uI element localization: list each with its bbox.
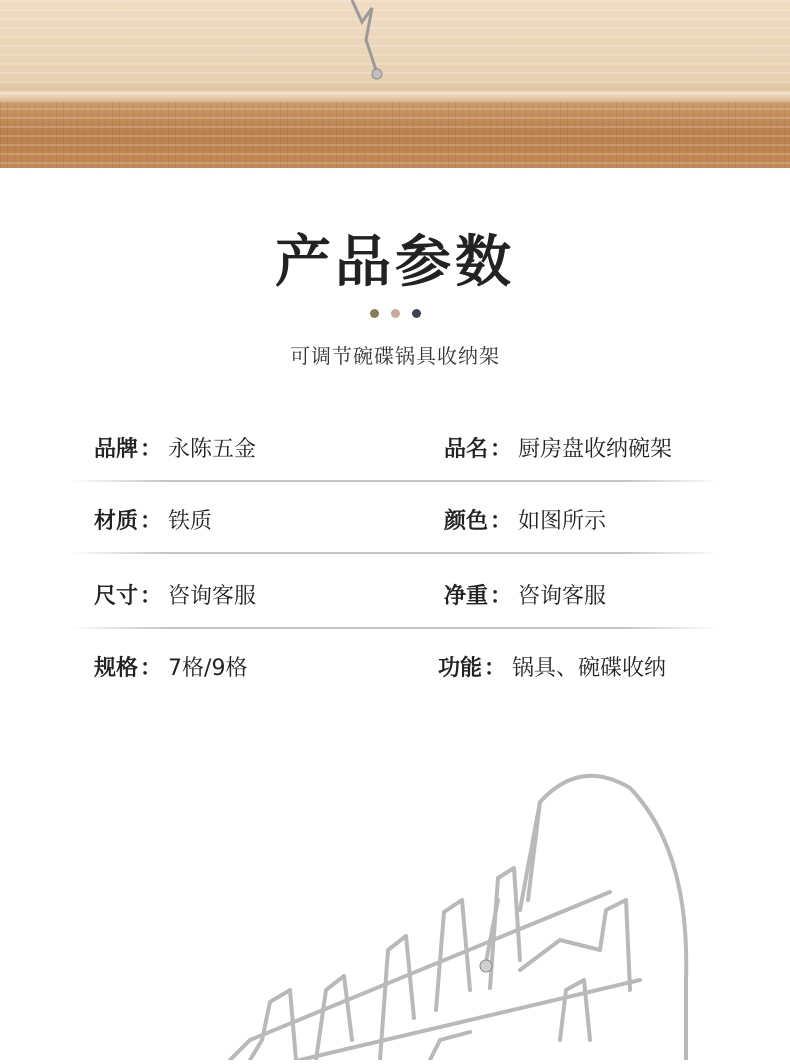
param-function (438, 651, 666, 682)
param-key: 规格 (94, 656, 139, 681)
dot-1 (370, 309, 379, 318)
param-key: 颜色 (444, 509, 489, 534)
param-separator: ： (484, 656, 507, 681)
param-product-name (444, 432, 672, 463)
param-key: 品名 (444, 437, 489, 462)
param-separator: ： (140, 656, 163, 681)
row-divider (70, 627, 720, 629)
param-separator: ： (140, 509, 163, 534)
rack-leg-graphic (0, 0, 790, 168)
param-spec (94, 651, 247, 682)
param-separator: ： (140, 437, 163, 462)
param-key: 功能 (438, 656, 483, 681)
param-separator: ： (490, 584, 513, 609)
param-value: 铁质 (168, 509, 213, 534)
param-value: 7格/9格 (168, 656, 248, 681)
param-material (94, 504, 212, 535)
param-row-1 (70, 422, 720, 482)
param-size (94, 579, 256, 610)
param-value: 锅具、碗碟收纳 (512, 656, 667, 681)
product-rack-image (0, 740, 790, 1060)
dot-3 (412, 309, 421, 318)
param-key: 品牌 (94, 437, 139, 462)
dish-rack-graphic (0, 740, 790, 1060)
param-value: 厨房盘收纳碗架 (518, 437, 673, 462)
param-separator: ： (140, 584, 163, 609)
param-color (444, 504, 606, 535)
param-row-2 (70, 494, 720, 554)
param-brand (94, 432, 256, 463)
param-row-3 (70, 569, 720, 629)
param-value: 咨询客服 (518, 584, 607, 609)
product-subtitle: 可调节碗碟锅具收纳架 (290, 344, 500, 368)
param-net-weight (444, 579, 606, 610)
param-separator: ： (490, 437, 513, 462)
row-divider (70, 480, 720, 482)
page-title: 产品参数 (275, 230, 515, 295)
param-value: 咨询客服 (168, 584, 257, 609)
decorative-dots (0, 309, 790, 318)
param-row-4 (70, 641, 720, 701)
param-key: 材质 (94, 509, 139, 534)
param-value: 永陈五金 (168, 437, 257, 462)
top-product-photo (0, 0, 790, 168)
param-key: 净重 (444, 584, 489, 609)
param-separator: ： (490, 509, 513, 534)
param-value: 如图所示 (518, 509, 607, 534)
param-key: 尺寸 (94, 584, 139, 609)
dot-2 (391, 309, 400, 318)
row-divider (70, 552, 720, 554)
